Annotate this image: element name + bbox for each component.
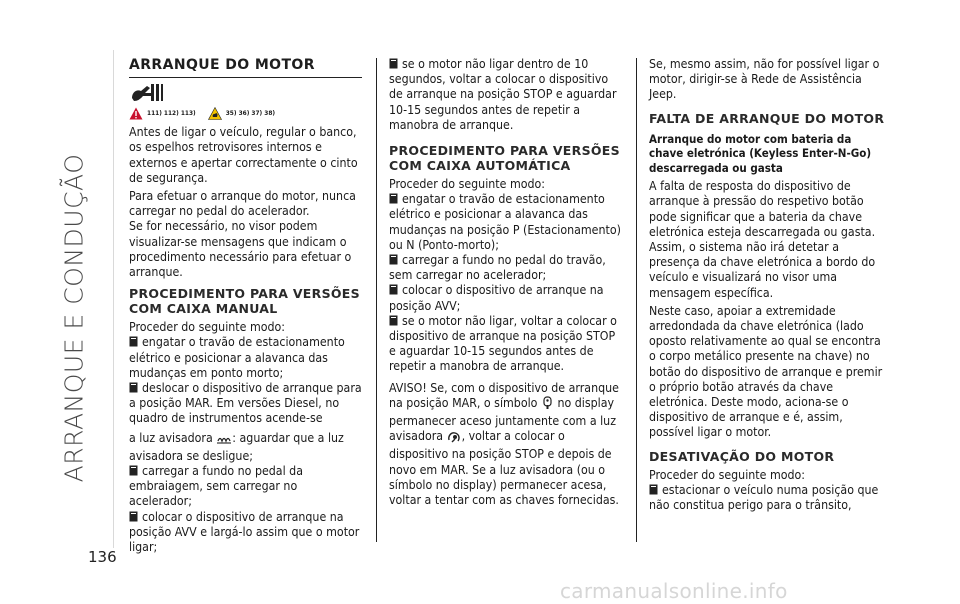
title-underline <box>129 77 362 78</box>
list-item-text: : aguardar que a luz avisadora se desligue; <box>129 430 344 463</box>
watermark: carmanualsonline.info <box>560 579 788 603</box>
key-fob-icon <box>541 396 554 414</box>
bullet-icon <box>129 511 138 522</box>
bullet-icon <box>389 315 398 326</box>
paragraph: Se for necessário, no visor podem visualizar-se mensagens que indicam o procedimento necessário para efetuar o arranque. <box>129 219 352 280</box>
paragraph: Se, mesmo assim, não for possível ligar o motor, dirigir-se à Rede de Assistência Jeep. <box>649 57 880 102</box>
intro-text: Proceder do seguinte modo: <box>129 320 286 335</box>
warning-refs-a: 111) 112) 113) <box>147 109 196 117</box>
list-item-text: engatar o travão de estacionamento elétrico e posicionar a alavanca das mudanças na posição P (Estacionamento) ou N (Ponto-morto); <box>389 192 621 252</box>
warning-note-text: AVISO! Se, com o dispositivo de arranque na posição MAR, o símbolo <box>389 380 619 410</box>
list-item-text: carregar a fundo no pedal do travão, sem carregar no acelerador; <box>389 253 606 283</box>
page-number: 136 <box>88 548 117 566</box>
list-item-continuation <box>129 431 362 464</box>
bullet-icon <box>129 382 138 393</box>
glow-plug-icon <box>216 433 232 449</box>
warning-note <box>389 381 622 509</box>
immobilizer-light-icon <box>447 430 462 447</box>
list-item-text: carregar a fundo no pedal da embraiagem, sem carregar no acelerador; <box>129 464 303 509</box>
bullet-icon <box>389 284 398 295</box>
warning-note-text: no display permanecer aceso juntamente com a luz avisadora <box>389 395 616 444</box>
subsection-title: PROCEDIMENTO PARA VERSÕES COM CAIXA AUTOMÁTICA <box>389 143 620 174</box>
subsection-title: DESATIVAÇÃO DO MOTOR <box>649 448 835 464</box>
column-divider <box>376 58 377 542</box>
column-2 <box>389 57 622 508</box>
list-item-text: colocar o dispositivo de arranque na posição AVV; <box>389 283 604 313</box>
bullet-icon <box>129 336 138 347</box>
chapter-side-title <box>59 153 89 483</box>
bullet-icon <box>649 484 658 495</box>
intro-text: Proceder do seguinte modo: <box>389 177 546 192</box>
list-item-text: engatar o travão de estacionamento elétrico e posicionar a alavanca das mudanças em ponto morto; <box>129 335 345 380</box>
list-item-text: a luz avisadora <box>129 430 213 445</box>
section-title: ARRANQUE DO MOTOR <box>129 57 315 73</box>
subsection-title: FALTA DE ARRANQUE DO MOTOR <box>649 110 885 126</box>
subsection-title: PROCEDIMENTO PARA VERSÕES COM CAIXA MANUAL <box>129 286 360 317</box>
column-divider <box>636 58 637 542</box>
caution-triangle-icon <box>208 107 222 120</box>
list-item-text: estacionar o veículo numa posição que não constitua perigo para o trânsito, <box>649 482 879 512</box>
paragraph: A falta de resposta do dispositivo de arranque à pressão do respetivo botão pode significar que a bateria da chave eletrónica esteja descarregada ou gasta. Assim, o sistema não irá detetar a presença da chave eletrónica a bordo do veículo e visualizará no visor uma mensagem específica. <box>649 179 876 300</box>
warning-note-text: , voltar a colocar o dispositivo na posição STOP e depois de novo em MAR. Se a luz avisadora (ou o símbolo no display) permanecer acesa, voltar a tentar com as chaves fornecidas. <box>389 429 619 508</box>
bullet-icon <box>389 193 398 204</box>
list-item <box>129 510 362 556</box>
paragraph: Neste caso, apoiar a extremidade arredondada da chave eletrónica (lado oposto relativamente ao qual se encontra o corpo metálico presente na chave) no botão do dispositivo de arranque e premir o próprio botão através da chave eletrónica. Deste modo, aciona-se o dispositivo de arranque e é, assim, possível ligar o motor. <box>649 303 883 440</box>
warning-refs-b: 35) 36) 37) 38) <box>225 109 276 117</box>
list-item-text: se o motor não ligar, voltar a colocar o dispositivo de arranque na posição STOP e aguardar 10-15 segundos antes de repetir a manobra de arranque. <box>389 313 617 374</box>
chapter-title-text: ARRANQUE E CONDUÇÃO <box>59 153 89 483</box>
bullet-icon <box>129 465 138 476</box>
list-item <box>129 381 362 427</box>
column-1 <box>129 57 362 555</box>
list-item-text: deslocar o dispositivo de arranque para a posição MAR. Em versões Diesel, no quadro de instrumentos acende-se <box>129 381 362 426</box>
warning-references <box>129 106 362 121</box>
paragraph: Antes de ligar o veículo, regular o banco, os espelhos retrovisores internos e externos e apertar correctamente o cinto de segurança. <box>129 125 358 185</box>
manual-reference-icon <box>129 82 362 104</box>
list-item-text: colocar o dispositivo de arranque na posição AVV e largá-lo assim que o motor ligar; <box>129 509 360 555</box>
list-item <box>389 253 622 283</box>
bullet-icon <box>389 58 398 69</box>
list-item <box>649 483 885 513</box>
list-item <box>389 283 622 313</box>
list-item <box>389 192 622 253</box>
warning-triangle-icon <box>129 107 143 120</box>
list-item-text: se o motor não ligar dentro de 10 segundos, voltar a colocar o dispositivo de arranque na posição STOP e aguardar 10-15 segundos antes de repetir a manobra de arranque. <box>389 57 617 132</box>
list-item <box>129 335 362 381</box>
sub-subsection-title: Arranque do motor com bateria da chave eletrónica (Keyless Enter-N-Go) descarregada ou gasta <box>649 131 872 175</box>
list-item <box>389 57 622 133</box>
list-item <box>389 314 622 375</box>
list-item <box>129 464 362 510</box>
intro-text: Proceder do seguinte modo: <box>649 467 806 482</box>
bullet-icon <box>389 254 398 265</box>
column-3 <box>649 57 885 513</box>
paragraph: Para efetuar o arranque do motor, nunca carregar no pedal do acelerador. <box>129 189 356 219</box>
chapter-divider <box>113 50 114 548</box>
